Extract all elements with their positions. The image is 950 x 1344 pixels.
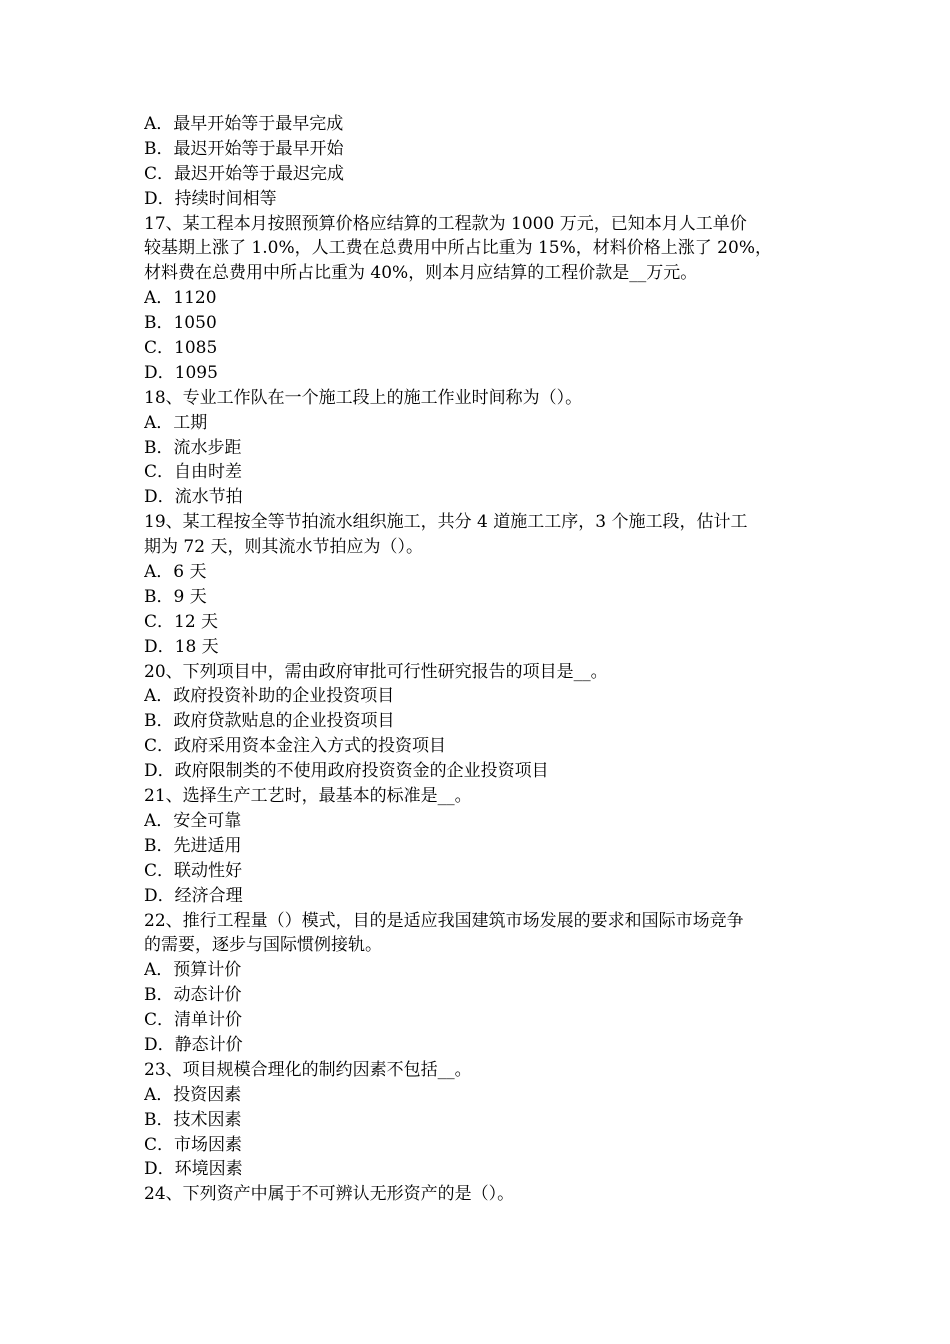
option-d-q20: D．政府限制类的不使用政府投资资金的企业投资项目	[144, 761, 549, 782]
question-20: 20、下列项目中，需由政府审批可行性研究报告的项目是__。	[144, 661, 608, 682]
option-c-q22: C．清单计价	[144, 1010, 243, 1031]
question-18: 18、专业工作队在一个施工段上的施工作业时间称为（）。	[144, 387, 583, 408]
option-d-q18: D．流水节拍	[144, 487, 243, 508]
question-17-line-2: 较基期上涨了 1.0%，人工费在总费用中所占比重为 15%，材料价格上涨了 20%，	[144, 238, 772, 259]
option-c-q16: C．最迟开始等于最迟完成	[144, 163, 345, 184]
option-c-q17: C．1085	[144, 338, 218, 359]
option-c-q18: C．自由时差	[144, 462, 243, 483]
option-b-q16: B．最迟开始等于最早开始	[144, 138, 344, 159]
option-c-q21: C．联动性好	[144, 860, 243, 881]
option-b-q22: B．动态计价	[144, 985, 242, 1006]
question-17-line-3: 材料费在总费用中所占比重为 40%，则本月应结算的工程价款是__万元。	[144, 263, 698, 284]
option-a-q16: A．最早开始等于最早完成	[144, 114, 344, 134]
option-a-q23: A．投资因素	[144, 1084, 242, 1105]
option-b-q18: B．流水步距	[144, 437, 242, 458]
option-a-q21: A．安全可靠	[144, 810, 242, 831]
option-b-q19: B．9 天	[144, 586, 207, 607]
document-page	[144, 112, 808, 1207]
question-19-line-1: 19、某工程按全等节拍流水组织施工，共分 4 道施工工序，3 个施工段，估计工	[144, 512, 748, 533]
option-a-q19: A．6 天	[144, 562, 207, 583]
option-c-q23: C．市场因素	[144, 1134, 243, 1155]
option-a-q18: A．工期	[144, 412, 208, 433]
option-a-q17: A．1120	[144, 288, 217, 309]
question-17-line-1: 17、某工程本月按照预算价格应结算的工程款为 1000 万元，已知本月人工单价	[144, 213, 747, 234]
question-22-line-1: 22、推行工程量（）模式，目的是适应我国建筑市场发展的要求和国际市场竞争	[144, 910, 744, 931]
option-c-q20: C．政府采用资本金注入方式的投资项目	[144, 736, 447, 757]
option-d-q17: D．1095	[144, 362, 218, 383]
question-22-line-2: 的需要，逐步与国际惯例接轨。	[144, 935, 382, 956]
option-a-q22: A．预算计价	[144, 960, 242, 981]
question-24: 24、下列资产中属于不可辨认无形资产的是（）。	[144, 1184, 515, 1205]
option-d-q21: D．经济合理	[144, 885, 243, 906]
question-19-line-2: 期为 72 天，则其流水节拍应为（）。	[144, 537, 423, 558]
option-c-q19: C．12 天	[144, 611, 219, 632]
option-b-q21: B．先进适用	[144, 835, 242, 856]
option-a-q20: A．政府投资补助的企业投资项目	[144, 686, 395, 707]
option-b-q23: B．技术因素	[144, 1109, 242, 1130]
option-d-q19: D．18 天	[144, 636, 219, 657]
option-b-q17: B．1050	[144, 313, 217, 334]
option-d-q22: D．静态计价	[144, 1034, 243, 1055]
question-21: 21、选择生产工艺时，最基本的标准是__。	[144, 786, 472, 807]
option-d-q16: D．持续时间相等	[144, 188, 277, 209]
question-23: 23、项目规模合理化的制约因素不包括__。	[144, 1059, 472, 1080]
option-d-q23: D．环境因素	[144, 1159, 243, 1180]
option-b-q20: B．政府贷款贴息的企业投资项目	[144, 711, 395, 732]
